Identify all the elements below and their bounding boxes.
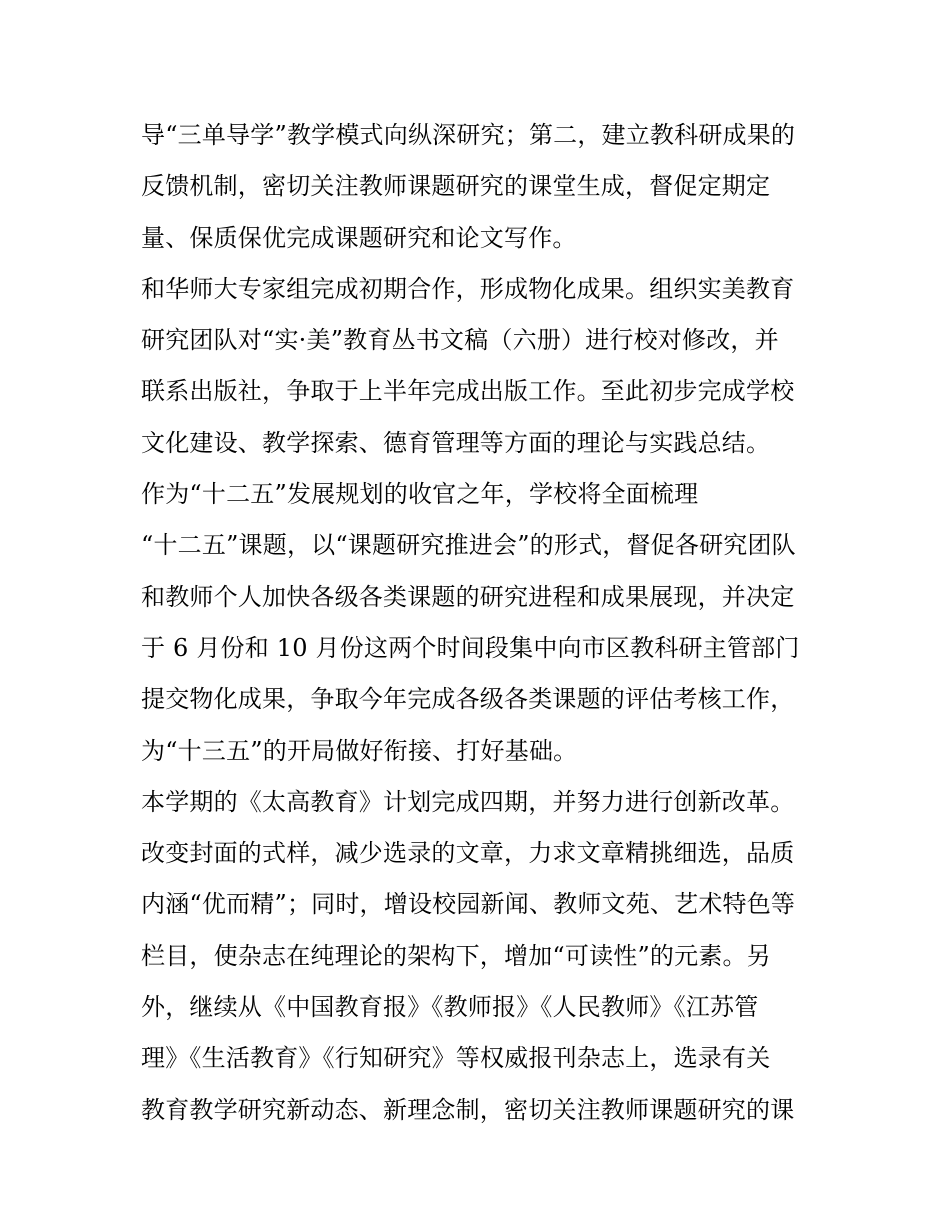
text-line: 为“十三五”的开局做好衔接、打好基础。 (141, 736, 578, 765)
text-line: 栏目，使杂志在纯理论的架构下，增加“可读性”的元素。另 (141, 941, 771, 970)
body-text (141, 110, 821, 1136)
text-line: 联系出版社，争取于上半年完成出版工作。至此初步完成学校 (141, 377, 795, 406)
text-line: 提交物化成果，争取今年完成各级各类课题的评估考核工作， (141, 685, 795, 714)
text-line: “十二五”课题，以“课题研究推进会”的形式，督促各研究团队 (141, 531, 796, 560)
text-line: 和教师个人加快各级各类课题的研究进程和成果展现，并决定 (141, 582, 795, 611)
text-line: 文化建设、教学探索、德育管理等方面的理论与实践总结。 (141, 428, 771, 457)
text-line: 外，继续从《中国教育报》《教师报》《人民教师》《江苏管 (141, 993, 759, 1022)
text-line: 研究团队对“实·美”教育丛书文稿（六册）进行校对修改，并 (141, 326, 779, 355)
text-line: 本学期的《太高教育》计划完成四期，并努力进行创新改革。 (141, 787, 795, 816)
text-line: 作为“十二五”发展规划的收官之年，学校将全面梳理 (141, 480, 699, 509)
text-line: 量、保质保优完成课题研究和论文写作。 (141, 223, 577, 252)
text-line: 改变封面的式样，减少选录的文章，力求文章精挑细选，品质 (141, 839, 795, 868)
text-line: 教育教学研究新动态、新理念制，密切关注教师课题研究的课 (141, 1095, 795, 1124)
text-line: 理》《生活教育》《行知研究》等权威报刊杂志上，选录有关 (141, 1044, 771, 1073)
text-line: 导“三单导学”教学模式向纵深研究；第二，建立教科研成果的 (141, 121, 796, 149)
text-line: 内涵“优而精”；同时，增设校园新闻、教师文苑、艺术特色等 (141, 890, 796, 919)
text-line: 反馈机制，密切关注教师课题研究的课堂生成，督促定期定 (141, 172, 771, 201)
text-line: 和华师大专家组完成初期合作，形成物化成果。组织实美教育 (141, 274, 795, 303)
text-line: 于 6 月份和 10 月份这两个时间段集中向市区教科研主管部门 (141, 633, 800, 662)
